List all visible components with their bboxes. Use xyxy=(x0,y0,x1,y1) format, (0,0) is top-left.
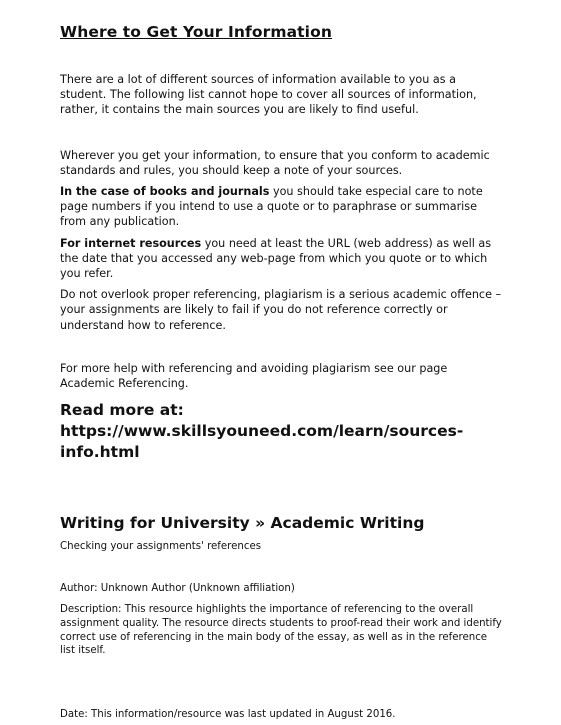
internet-lead: For internet resources xyxy=(60,236,202,250)
read-more-link[interactable]: Read more at: https://www.skillsyouneed.com/learn/sources-info.html xyxy=(60,401,464,462)
plagiarism-paragraph: Do not overlook proper referencing, plagiarism is a serious academic offence – your assignments are likely to fail if you do not reference correctly or understand how to reference. xyxy=(60,288,502,332)
document-page xyxy=(60,22,505,721)
page-title: Where to Get Your Information xyxy=(60,23,332,41)
internet-paragraph xyxy=(60,236,505,282)
resource-description: Description: This resource highlights the importance of referencing to the overall assignment quality. The resource directs students to proof-read their work and identify correct use of referencing in the main body of the essay, as well as in the reference list itself. xyxy=(60,604,502,657)
section-title: Writing for University » Academic Writing xyxy=(60,514,425,533)
internet-text: you need at least the URL (web address) as well as the date that you accessed any web-page from which you quote or to which you refer. xyxy=(60,236,492,281)
wherever-paragraph: Wherever you get your information, to ensure that you conform to academic standards and rules, you should keep a note of your sources. xyxy=(60,148,490,177)
books-text: you should take especial care to note page numbers if you intend to use a quote or to paraphrase or summarise from any publication. xyxy=(60,185,483,229)
intro-paragraph: There are a lot of different sources of information available to you as a student. The following list cannot hope to cover all sources of information, rather, it contains the main sources you are likely to find useful. xyxy=(60,73,477,117)
books-lead: In the case of books and journals xyxy=(60,185,270,199)
resource-subtitle: Checking your assignments' references xyxy=(60,541,262,553)
resource-author: Author: Unknown Author (Unknown affiliation) xyxy=(60,582,295,594)
resource-date: Date: This information/resource was last updated in August 2016. xyxy=(60,708,396,720)
more-help-paragraph: For more help with referencing and avoiding plagiarism see our page Academic Referencing. xyxy=(60,361,448,391)
books-paragraph xyxy=(60,184,505,230)
